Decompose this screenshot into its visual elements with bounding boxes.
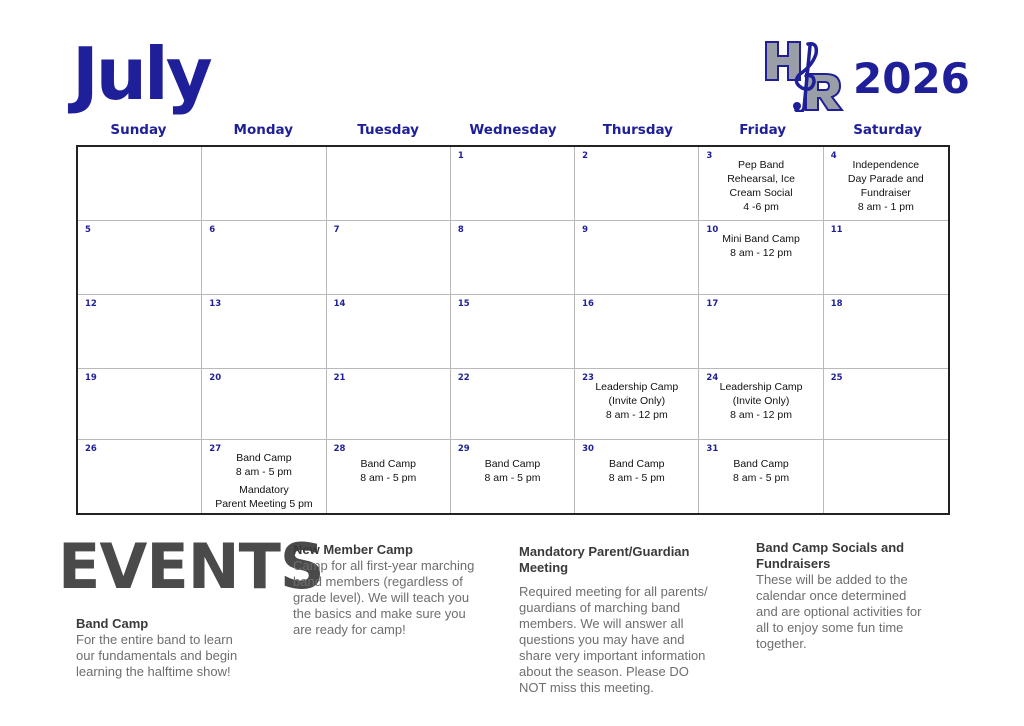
empty-day-cell bbox=[824, 440, 948, 513]
event-line: Band Camp bbox=[484, 458, 541, 470]
band-camp-heading: Band Camp bbox=[76, 616, 149, 631]
event-line: Cream Social bbox=[729, 187, 793, 199]
parent-meeting-description bbox=[519, 584, 744, 696]
weekday-header bbox=[76, 122, 950, 142]
day-number: 14 bbox=[333, 299, 346, 309]
day-number: 20 bbox=[209, 373, 222, 383]
day-number: 17 bbox=[706, 299, 719, 309]
day-cell-26 bbox=[78, 440, 202, 513]
text-line: These will be added to the bbox=[756, 572, 908, 587]
day-number: 21 bbox=[333, 373, 346, 383]
event-line: Independence bbox=[852, 159, 920, 171]
day-number: 15 bbox=[457, 299, 470, 309]
day-event bbox=[703, 232, 818, 260]
day-event bbox=[579, 380, 694, 422]
events-heading: EVENTS bbox=[58, 530, 324, 603]
day-event bbox=[828, 158, 944, 214]
event-line: Leadership Camp bbox=[719, 381, 803, 393]
year-title: 2026 bbox=[853, 54, 970, 103]
parent-meeting-heading bbox=[519, 544, 744, 576]
text-line: about the season. Please DO bbox=[519, 664, 689, 679]
day-number: 31 bbox=[706, 444, 719, 454]
text-line: are ready for camp! bbox=[293, 622, 406, 637]
empty-day-cell bbox=[78, 147, 202, 221]
text-line: Fundraisers bbox=[756, 556, 831, 571]
day-number: 10 bbox=[706, 225, 719, 235]
day-number: 22 bbox=[457, 373, 470, 383]
day-event bbox=[206, 451, 321, 511]
weekday-saturday: Saturday bbox=[853, 122, 922, 138]
day-number: 1 bbox=[457, 151, 464, 161]
event-line: 8 am - 5 pm bbox=[733, 472, 790, 484]
day-cell-4 bbox=[824, 147, 948, 221]
day-cell-29 bbox=[451, 440, 575, 513]
day-cell-11 bbox=[824, 221, 948, 295]
day-number: 13 bbox=[209, 299, 222, 309]
text-line: grade level). We will teach you bbox=[293, 590, 470, 605]
text-line: the basics and make sure you bbox=[293, 606, 466, 621]
event-line: Day Parade and bbox=[847, 173, 924, 185]
day-number: 28 bbox=[333, 444, 346, 454]
day-cell-8 bbox=[451, 221, 575, 295]
day-cell-15 bbox=[451, 295, 575, 369]
day-number: 24 bbox=[706, 373, 719, 383]
text-line: questions you may have and bbox=[519, 632, 685, 647]
day-cell-1 bbox=[451, 147, 575, 221]
text-line: members. We will answer all bbox=[519, 616, 684, 631]
event-line: Band Camp bbox=[609, 458, 665, 470]
calendar-grid bbox=[76, 145, 950, 515]
event-line: Fundraiser bbox=[860, 187, 911, 199]
day-number: 9 bbox=[582, 225, 589, 235]
weekday-wednesday: Wednesday bbox=[469, 122, 557, 138]
day-cell-13 bbox=[202, 295, 326, 369]
band-camp-info bbox=[76, 616, 286, 680]
day-cell-21 bbox=[327, 369, 451, 440]
new-member-info bbox=[293, 542, 508, 638]
day-event bbox=[703, 158, 818, 214]
day-number: 25 bbox=[830, 373, 843, 383]
event-line: 8 am - 5 pm bbox=[360, 472, 417, 484]
socials-description bbox=[756, 572, 966, 652]
socials-heading bbox=[756, 540, 966, 572]
day-number: 2 bbox=[582, 151, 589, 161]
parent-meeting-info bbox=[519, 544, 744, 696]
day-number: 6 bbox=[209, 225, 216, 235]
event-line: 8 am - 5 pm bbox=[484, 472, 541, 484]
day-number: 7 bbox=[333, 225, 340, 235]
day-number: 29 bbox=[457, 444, 470, 454]
day-cell-7 bbox=[327, 221, 451, 295]
text-line: all to enjoy some fun time bbox=[756, 620, 904, 635]
day-cell-31 bbox=[699, 440, 823, 513]
event-line: 8 am - 5 pm bbox=[608, 472, 665, 484]
text-line: and are optional activities for bbox=[756, 604, 922, 619]
day-cell-25 bbox=[824, 369, 948, 440]
day-cell-14 bbox=[327, 295, 451, 369]
text-line: Band Camp Socials and bbox=[756, 540, 905, 555]
day-cell-12 bbox=[78, 295, 202, 369]
hr-music-logo bbox=[764, 40, 854, 112]
day-cell-16 bbox=[575, 295, 699, 369]
day-cell-2 bbox=[575, 147, 699, 221]
day-number: 18 bbox=[830, 299, 843, 309]
event-line: 4 -6 pm bbox=[743, 201, 779, 213]
day-number: 4 bbox=[830, 151, 837, 161]
day-cell-3 bbox=[699, 147, 823, 221]
day-number: 5 bbox=[85, 225, 91, 235]
day-number: 27 bbox=[209, 444, 222, 454]
event-line: 8 am - 12 pm bbox=[605, 409, 668, 421]
day-number: 3 bbox=[706, 151, 713, 161]
text-line: NOT miss this meeting. bbox=[519, 680, 654, 695]
event-line: Leadership Camp bbox=[595, 381, 679, 393]
day-cell-19 bbox=[78, 369, 202, 440]
day-cell-30 bbox=[575, 440, 699, 513]
day-event bbox=[455, 457, 570, 485]
new-member-heading: New Member Camp bbox=[293, 542, 413, 557]
day-number: 11 bbox=[830, 225, 843, 235]
day-number: 26 bbox=[85, 444, 97, 454]
event-line: Pep Band bbox=[738, 159, 785, 171]
day-number: 16 bbox=[582, 299, 594, 309]
event-line: 8 am - 1 pm bbox=[857, 201, 914, 213]
text-line: Camp for all first-year marching bbox=[293, 558, 475, 573]
day-event bbox=[579, 457, 694, 485]
text-line: learning the halftime show! bbox=[76, 664, 231, 679]
socials-info bbox=[756, 540, 966, 652]
event-line: 8 am - 5 pm bbox=[235, 466, 292, 478]
empty-day-cell bbox=[202, 147, 326, 221]
weekday-sunday: Sunday bbox=[110, 122, 167, 138]
day-cell-20 bbox=[202, 369, 326, 440]
day-cell-28 bbox=[327, 440, 451, 513]
empty-day-cell bbox=[327, 147, 451, 221]
day-cell-6 bbox=[202, 221, 326, 295]
event-line: (Invite Only) bbox=[608, 395, 666, 407]
weekday-thursday: Thursday bbox=[602, 122, 673, 138]
event-line: Band Camp bbox=[360, 458, 416, 470]
day-cell-23 bbox=[575, 369, 699, 440]
text-line: band members (regardless of bbox=[293, 574, 463, 589]
day-cell-9 bbox=[575, 221, 699, 295]
text-line: guardians of marching band bbox=[519, 600, 681, 615]
text-line: together. bbox=[756, 636, 807, 651]
event-line: Rehearsal, Ice bbox=[727, 173, 795, 185]
text-line: calendar once determined bbox=[756, 588, 907, 603]
text-line: For the entire band to learn bbox=[76, 632, 233, 647]
weekday-friday: Friday bbox=[739, 122, 787, 138]
day-cell-27 bbox=[202, 440, 326, 513]
day-cell-5 bbox=[78, 221, 202, 295]
day-cell-24 bbox=[699, 369, 823, 440]
event-line: 8 am - 12 pm bbox=[730, 247, 792, 259]
event-line: Mandatory bbox=[239, 484, 289, 496]
day-number: 12 bbox=[85, 299, 97, 309]
day-event bbox=[331, 457, 446, 485]
new-member-description bbox=[293, 558, 508, 638]
weekday-tuesday: Tuesday bbox=[357, 122, 419, 138]
event-line: Parent Meeting 5 pm bbox=[215, 498, 313, 510]
day-number: 19 bbox=[85, 373, 97, 383]
event-line: 8 am - 12 pm bbox=[730, 409, 792, 421]
month-title: July bbox=[72, 32, 210, 116]
text-line: share very important information bbox=[519, 648, 706, 663]
day-number: 8 bbox=[457, 225, 464, 235]
weekday-monday: Monday bbox=[233, 122, 294, 138]
event-line: Mini Band Camp bbox=[722, 233, 800, 245]
day-number: 30 bbox=[582, 444, 594, 454]
band-camp-description bbox=[76, 632, 286, 680]
day-event bbox=[703, 380, 818, 422]
text-line: our fundamentals and begin bbox=[76, 648, 238, 663]
text-line: Mandatory Parent/Guardian bbox=[519, 544, 690, 559]
day-event bbox=[703, 457, 818, 485]
day-cell-10 bbox=[699, 221, 823, 295]
day-cell-18 bbox=[824, 295, 948, 369]
event-line: Band Camp bbox=[236, 452, 292, 464]
day-number: 23 bbox=[582, 373, 594, 383]
event-line: Band Camp bbox=[733, 458, 789, 470]
text-line: Meeting bbox=[519, 560, 569, 575]
day-cell-17 bbox=[699, 295, 823, 369]
event-line: (Invite Only) bbox=[732, 395, 790, 407]
day-cell-22 bbox=[451, 369, 575, 440]
text-line: Required meeting for all parents/ bbox=[519, 584, 708, 599]
